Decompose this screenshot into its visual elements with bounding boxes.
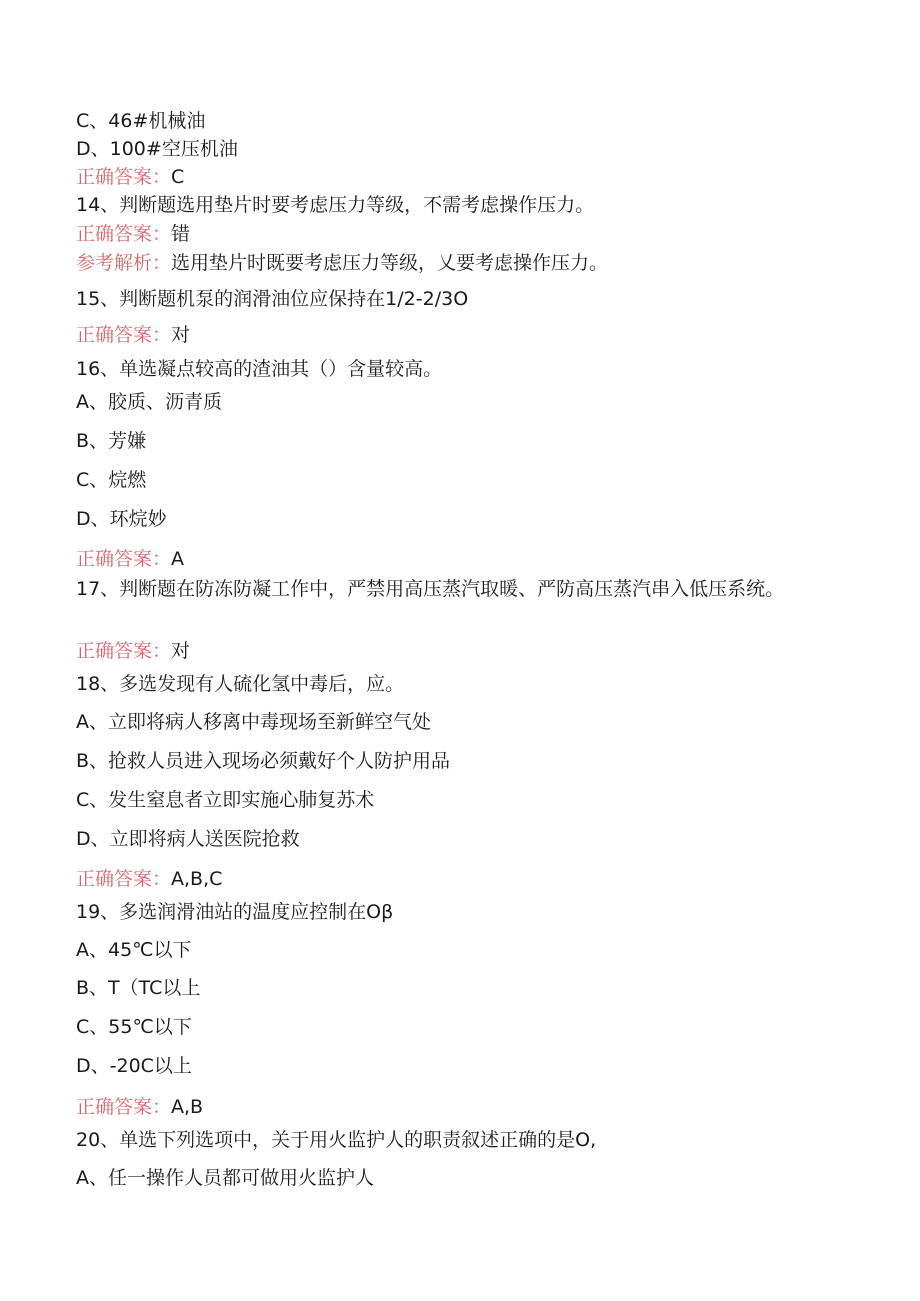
option-line: A、任一操作人员都可做用火监护人 (76, 1167, 374, 1189)
answer-label: 正确答案： (76, 640, 172, 662)
option-line: D、100#空压机油 (76, 138, 238, 160)
question-line: 16、单选凝点较高的渣油其（）含量较高。 (76, 358, 443, 380)
option-line: D、环烷妙 (76, 508, 167, 530)
option-line: C、46#机械油 (76, 110, 206, 132)
question-line: 20、单选下列选项中，关于用火监护人的职责叙述正确的是O, (76, 1129, 597, 1151)
option-line: A、45℃以下 (76, 939, 192, 961)
question-line: 18、多选发现有人硫化氢中毒后，应。 (76, 673, 405, 695)
answer-value: 错 (171, 223, 191, 245)
answer-line (76, 322, 860, 348)
option-line: D、-20C以上 (76, 1055, 192, 1077)
option-line: B、T（TC以上 (76, 977, 201, 999)
answer-value: 对 (171, 640, 191, 662)
answer-label: 正确答案： (76, 166, 172, 188)
option-line: C、55℃以下 (76, 1016, 192, 1038)
answer-label: 正确答案： (76, 868, 172, 890)
answer-value: A,B,C (171, 868, 223, 890)
question-line: 14、判断题选用垫片时要考虑压力等级，不需考虑操作压力。 (76, 194, 595, 216)
option-line: B、芳嫌 (76, 430, 147, 452)
answer-line (76, 866, 860, 892)
answer-value: A,B (171, 1096, 204, 1118)
answer-label: 正确答案： (76, 1096, 172, 1118)
answer-line (76, 638, 860, 664)
option-line: C、发生窒息者立即实施心肺复苏术 (76, 789, 375, 811)
answer-line (76, 1094, 860, 1120)
option-line: C、烷燃 (76, 469, 147, 491)
answer-label: 正确答案： (76, 548, 172, 570)
answer-label: 正确答案： (76, 223, 172, 245)
answer-label: 正确答案： (76, 324, 172, 346)
option-line: A、立即将病人移离中毒现场至新鲜空气处 (76, 711, 431, 733)
answer-value: A (171, 548, 185, 570)
question-line: 17、判断题在防冻防凝工作中，严禁用高压蒸汽取暖、严防高压蒸汽串入低压系统。 (76, 578, 785, 600)
question-line: 15、判断题机泵的润滑油位应保持在1/2-2/3O (76, 288, 469, 310)
answer-line (76, 546, 860, 572)
answer-line (76, 221, 860, 247)
answer-value: 对 (171, 324, 191, 346)
option-line: D、立即将病人送医院抢救 (76, 828, 300, 850)
answer-value: C (171, 166, 185, 188)
question-line: 19、多选润滑油站的温度应控制在Oβ (76, 901, 394, 923)
explanation-line (76, 250, 860, 276)
explanation-text: 选用垫片时既要考虑压力等级，乂要考虑操作压力。 (171, 252, 609, 274)
explanation-label: 参考解析： (76, 252, 172, 274)
option-line: B、抢救人员进入现场必须戴好个人防护用品 (76, 750, 451, 772)
answer-line (76, 164, 860, 190)
option-line: A、胶质、沥青质 (76, 391, 222, 413)
